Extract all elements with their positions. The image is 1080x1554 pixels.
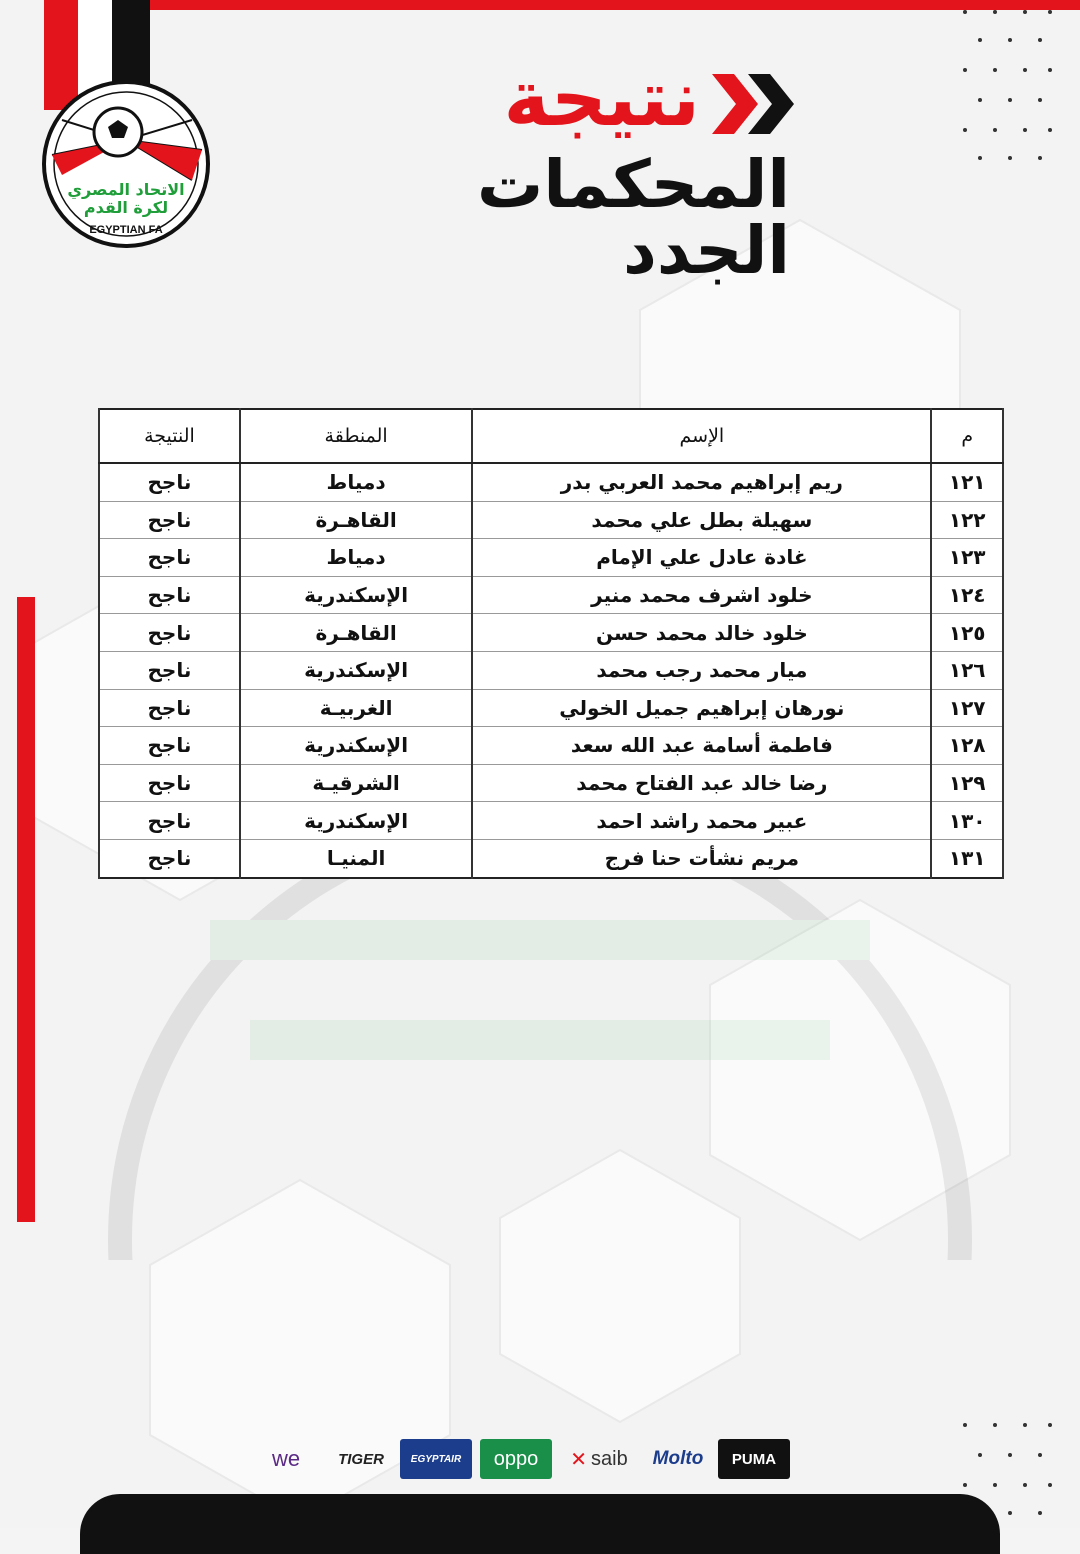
row-region: الإسكندرية xyxy=(240,576,472,614)
row-name: رضا خالد عبد الفتاح محمد xyxy=(472,764,931,802)
row-result: ناجح xyxy=(99,651,240,689)
football-icon xyxy=(42,80,210,248)
row-result: ناجح xyxy=(99,614,240,652)
table-row xyxy=(99,651,1003,689)
table-header-row xyxy=(99,409,1003,463)
row-region: دمياط xyxy=(240,539,472,577)
row-num: ١٢٢ xyxy=(931,501,1003,539)
row-region: الغربيـة xyxy=(240,689,472,727)
table-row xyxy=(99,839,1003,877)
row-result: ناجح xyxy=(99,501,240,539)
row-name: مريم نشأت حنا فرج xyxy=(472,839,931,877)
row-num: ١٢٣ xyxy=(931,539,1003,577)
table-row xyxy=(99,539,1003,577)
table-row xyxy=(99,689,1003,727)
sponsor-egyptair: EGYPTAIR xyxy=(400,1439,472,1479)
title-subtitle: المحكمات الجدد xyxy=(477,146,790,289)
bottom-black-bar xyxy=(80,1494,1000,1554)
table-row xyxy=(99,802,1003,840)
row-num: ١٣٠ xyxy=(931,802,1003,840)
row-num: ١٢٨ xyxy=(931,727,1003,765)
egyptian-fa-logo xyxy=(42,80,210,248)
row-region: الإسكندرية xyxy=(240,727,472,765)
sponsor-we: we xyxy=(271,1446,301,1471)
row-num: ١٣١ xyxy=(931,839,1003,877)
header-region: المنطقة xyxy=(240,409,472,463)
table-row xyxy=(99,764,1003,802)
row-name: فاطمة أسامة عبد الله سعد xyxy=(472,727,931,765)
table-row xyxy=(99,614,1003,652)
row-result: ناجح xyxy=(99,576,240,614)
logo-arabic-line2: لكرة القدم xyxy=(83,198,169,217)
row-region: الإسكندرية xyxy=(240,651,472,689)
row-num: ١٢٧ xyxy=(931,689,1003,727)
title-block xyxy=(300,54,820,289)
title-result: نتيجة xyxy=(503,54,700,144)
row-result: ناجح xyxy=(99,463,240,501)
row-name: ريم إبراهيم محمد العربي بدر xyxy=(472,463,931,501)
saib-x-icon: ✕ xyxy=(570,1448,588,1471)
sponsor-saib xyxy=(560,1439,638,1479)
row-num: ١٢٥ xyxy=(931,614,1003,652)
header-name: الإسم xyxy=(472,409,931,463)
table-row xyxy=(99,501,1003,539)
logo-arabic-line1: الاتحاد المصري xyxy=(67,180,185,199)
sponsor-logos xyxy=(250,1436,810,1482)
row-num: ١٢١ xyxy=(931,463,1003,501)
row-name: ميار محمد رجب محمد xyxy=(472,651,931,689)
header-result: النتيجة xyxy=(99,409,240,463)
sponsor-molto: Molto xyxy=(652,1448,704,1469)
row-result: ناجح xyxy=(99,727,240,765)
dot-pattern-top xyxy=(945,0,1065,170)
row-region: دمياط xyxy=(240,463,472,501)
row-name: سهيلة بطل علي محمد xyxy=(472,501,931,539)
sponsor-tiger: TIGER xyxy=(338,1450,384,1468)
sponsor-puma: PUMA xyxy=(718,1439,790,1479)
row-name: عبير محمد راشد احمد xyxy=(472,802,931,840)
sponsor-oppo: oppo xyxy=(480,1439,552,1479)
side-red-bar xyxy=(17,597,35,1222)
watermark-logo xyxy=(80,820,1000,1260)
row-region: القاهـرة xyxy=(240,614,472,652)
results-table-container xyxy=(98,408,1004,871)
top-red-bar xyxy=(150,0,1080,10)
row-result: ناجح xyxy=(99,839,240,877)
row-result: ناجح xyxy=(99,764,240,802)
results-table xyxy=(98,408,1004,879)
row-region: الشرقيـة xyxy=(240,764,472,802)
table-row xyxy=(99,727,1003,765)
row-result: ناجح xyxy=(99,689,240,727)
row-result: ناجح xyxy=(99,802,240,840)
row-name: نورهان إبراهيم جميل الخولي xyxy=(472,689,931,727)
row-num: ١٢٤ xyxy=(931,576,1003,614)
row-name: خلود اشرف محمد منير xyxy=(472,576,931,614)
row-region: المنيـا xyxy=(240,839,472,877)
row-num: ١٢٩ xyxy=(931,764,1003,802)
row-region: الإسكندرية xyxy=(240,802,472,840)
row-name: خلود خالد محمد حسن xyxy=(472,614,931,652)
row-region: القاهـرة xyxy=(240,501,472,539)
table-row xyxy=(99,576,1003,614)
saib-label: saib xyxy=(591,1447,628,1470)
header-num: م xyxy=(931,409,1003,463)
table-row xyxy=(99,463,1003,501)
chevron-right-icon xyxy=(712,74,802,134)
row-result: ناجح xyxy=(99,539,240,577)
row-num: ١٢٦ xyxy=(931,651,1003,689)
logo-english: EGYPTIAN FA xyxy=(89,224,163,236)
row-name: غادة عادل علي الإمام xyxy=(472,539,931,577)
